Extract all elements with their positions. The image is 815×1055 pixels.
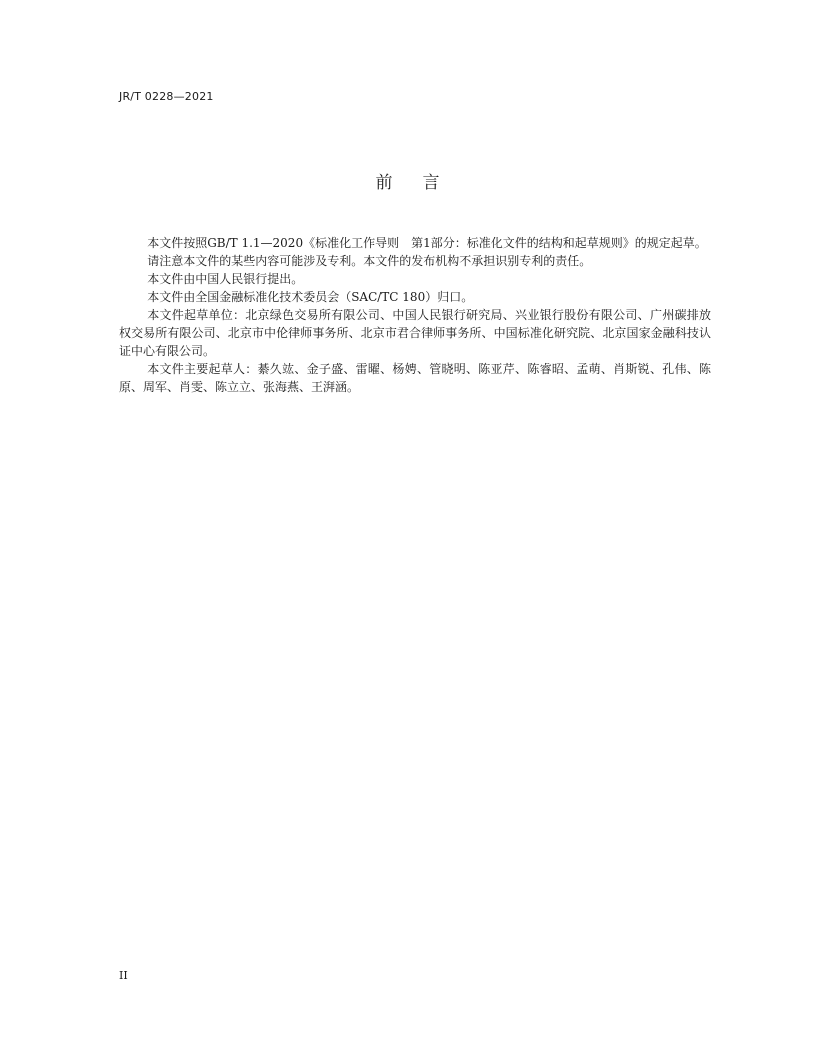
paragraph-drafters: 本文件主要起草人：綦久竑、金子盛、雷曜、杨娉、管晓明、陈亚芹、陈睿昭、孟萌、肖斯锐、孔伟、陈原、周军、肖雯、陈立立、张海燕、王湃涵。: [119, 362, 711, 394]
paragraph-technical-committee: 本文件由全国金融标准化技术委员会（SAC/TC 180）归口。: [147, 290, 474, 304]
paragraph-proposer: 本文件由中国人民银行提出。: [147, 272, 304, 286]
document-code: JR/T 0228—2021: [119, 90, 214, 103]
foreword-body: [119, 234, 711, 396]
section-title: 前言: [375, 173, 470, 193]
paragraph-patent-notice: 请注意本文件的某些内容可能涉及专利。本文件的发布机构不承担识别专利的责任。: [147, 254, 592, 268]
paragraph-drafting-rules: 本文件按照GB/T 1.1—2020《标准化工作导则 第1部分：标准化文件的结构和起草规则》的规定起草。: [147, 236, 707, 250]
page-number: II: [119, 969, 128, 982]
paragraph-drafting-organizations: 本文件起草单位：北京绿色交易所有限公司、中国人民银行研究局、兴业银行股份有限公司、广州碳排放权交易所有限公司、北京市中伦律师事务所、北京市君合律师事务所、中国标准化研究院、北京国家金融科技认证中心有限公司。: [119, 308, 711, 358]
